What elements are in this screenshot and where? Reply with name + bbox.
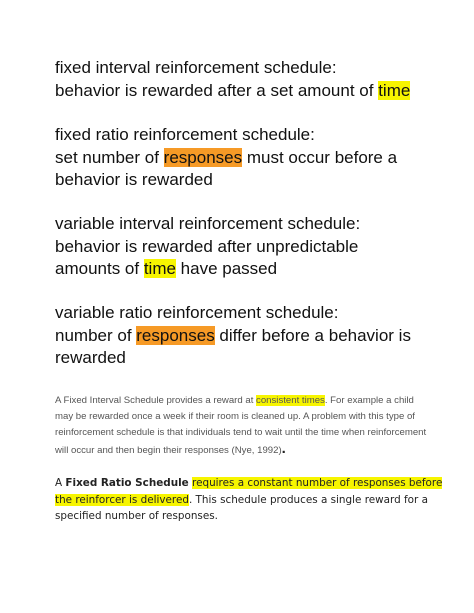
paragraph-text-part: . This schedule produces a single reward for a xyxy=(188,493,428,506)
definition-term: variable interval reinforcement schedule: xyxy=(55,214,361,233)
paragraph-fixed-ratio xyxy=(55,475,443,525)
highlight-responses: responses xyxy=(163,147,243,167)
definition-term: fixed ratio reinforcement schedule: xyxy=(55,125,315,144)
bold-term: Fixed Ratio Schedule xyxy=(65,477,189,489)
highlight-requirement: requires a constant number of responses before xyxy=(192,477,443,489)
definition-text-part: amounts of xyxy=(55,259,144,278)
highlight-time: time xyxy=(143,259,176,278)
definition-text xyxy=(55,80,455,103)
paragraph-line xyxy=(55,393,435,409)
highlight-responses: responses xyxy=(136,325,215,345)
definition-term: variable ratio reinforcement schedule: xyxy=(55,303,339,322)
definition-text-part: set number of xyxy=(55,147,164,167)
paragraph-line: reinforcement schedule is that individuals tend to wait until the time when reinforcement xyxy=(55,427,427,438)
definition-variable-interval xyxy=(55,213,455,281)
definition-text xyxy=(55,258,455,281)
paragraph-line xyxy=(55,475,443,492)
definition-term: fixed interval reinforcement schedule: xyxy=(55,58,337,77)
highlight-requirement: the reinforcer is delivered xyxy=(55,493,189,506)
definition-text: behavior is rewarded xyxy=(55,170,213,189)
definition-text-part: behavior is rewarded after a set amount of xyxy=(55,80,379,100)
definition-text: behavior is rewarded after unpredictable xyxy=(55,236,359,256)
highlight-time: time xyxy=(378,80,411,100)
definition-text-part: must occur before a xyxy=(242,147,398,167)
paragraph-text-part: . For example a child xyxy=(324,395,414,406)
paragraph-line: may be rewarded once a week if their room is cleaned up. A problem with this type of xyxy=(55,411,415,422)
paragraph-line xyxy=(55,492,435,509)
paragraph-line: specified number of responses. xyxy=(55,510,218,522)
definition-text-part: number of xyxy=(55,325,137,345)
highlight-consistent-times: consistent times xyxy=(256,395,325,406)
definition-text-part: differ before a behavior is xyxy=(214,325,411,345)
definition-text: rewarded xyxy=(55,348,126,367)
paragraph-fixed-interval xyxy=(55,393,435,459)
paragraph-line xyxy=(55,441,435,459)
definition-text-part: have passed xyxy=(175,259,278,278)
definition-fixed-interval xyxy=(55,57,455,102)
definition-fixed-ratio xyxy=(55,124,455,192)
definition-text xyxy=(55,147,455,170)
paragraph-text-part: A Fixed Interval Schedule provides a reward at xyxy=(55,395,257,406)
paragraph-text-part: will occur and then begin their responses (Nye, 1992) xyxy=(55,445,282,456)
period-mark: . xyxy=(281,440,286,457)
paragraph-text-part: A xyxy=(55,477,66,489)
definition-variable-ratio xyxy=(55,302,455,370)
definition-text xyxy=(55,325,455,348)
